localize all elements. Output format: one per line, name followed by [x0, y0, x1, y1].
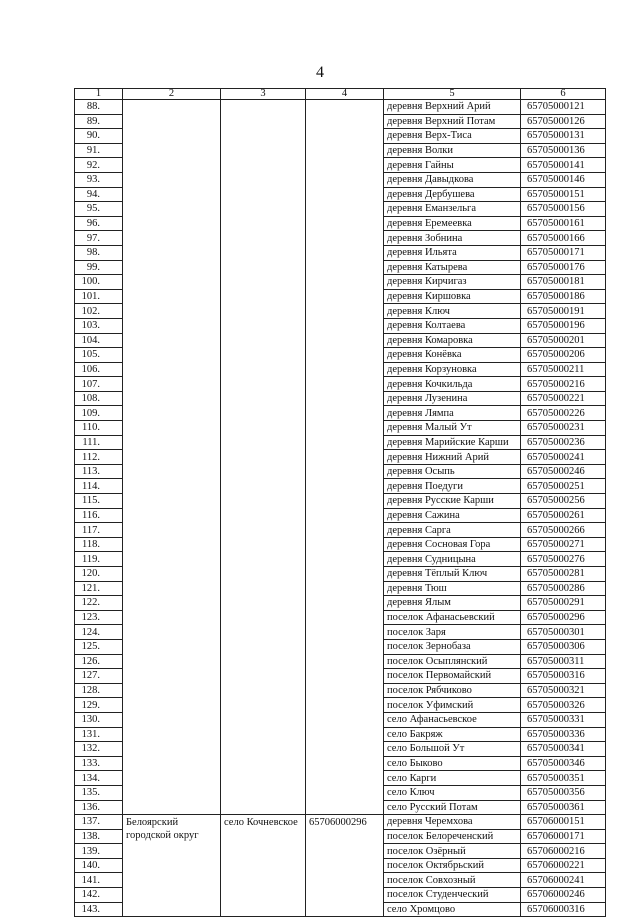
row-number-cell	[75, 829, 123, 844]
settlement-name: деревня Лузенина	[384, 391, 521, 406]
settlement-code: 65705000271	[521, 537, 606, 552]
row-number: 125.	[81, 641, 100, 653]
row-number: 121.	[81, 582, 100, 594]
row-number: 112.	[82, 451, 100, 463]
settlement-code: 65706000246	[521, 888, 606, 903]
settlement-name: село Большой Ут	[384, 742, 521, 757]
row-number: 107.	[81, 378, 100, 390]
settlement-name: поселок Совхозный	[384, 873, 521, 888]
row-number-cell	[75, 567, 123, 582]
row-number: 94.	[86, 188, 100, 200]
row-number-cell	[75, 698, 123, 713]
settlement-name: поселок Осыплянский	[384, 654, 521, 669]
row-number-cell	[75, 639, 123, 654]
row-number-cell	[75, 304, 123, 319]
settlement-code: 65706000221	[521, 858, 606, 873]
row-number: 130.	[81, 714, 100, 726]
row-number-cell	[75, 800, 123, 815]
row-number: 96.	[86, 218, 100, 230]
settlement-name: деревня Верх-Тиса	[384, 129, 521, 144]
settlement-name: деревня Волки	[384, 143, 521, 158]
settlement-name: село Хромцово	[384, 902, 521, 917]
settlement-code: 65705000246	[521, 464, 606, 479]
row-number-cell	[75, 421, 123, 436]
column-header: 5	[384, 89, 521, 100]
row-number-cell	[75, 596, 123, 611]
row-number-cell	[75, 873, 123, 888]
settlement-code: 65705000356	[521, 785, 606, 800]
settlement-name: деревня Осыпь	[384, 464, 521, 479]
settlement-code: 65705000216	[521, 377, 606, 392]
settlement-code: 65705000351	[521, 771, 606, 786]
row-number: 117.	[82, 524, 100, 536]
settlement-code: 65705000226	[521, 406, 606, 421]
row-number-cell	[75, 158, 123, 173]
row-number: 136.	[81, 801, 100, 813]
row-number-cell	[75, 537, 123, 552]
settlement-name: деревня Верхний Арий	[384, 100, 521, 115]
row-number-cell	[75, 114, 123, 129]
settlement-name: деревня Кирчигаз	[384, 275, 521, 290]
settlement-code: 65705000166	[521, 231, 606, 246]
row-number-cell	[75, 100, 123, 115]
row-number: 114.	[82, 480, 100, 492]
settlement-name: деревня Зобнина	[384, 231, 521, 246]
settlement-name: деревня Марийские Карши	[384, 435, 521, 450]
settlement-code: 65705000156	[521, 202, 606, 217]
settlement-code: 65706000316	[521, 902, 606, 917]
row-number-cell	[75, 858, 123, 873]
row-number: 113.	[82, 466, 100, 478]
row-number-cell	[75, 172, 123, 187]
settlement-code: 65705000171	[521, 245, 606, 260]
settlement-code: 65705000236	[521, 435, 606, 450]
row-number-cell	[75, 187, 123, 202]
settlement-name: поселок Уфимский	[384, 698, 521, 713]
settlement-code: 65705000256	[521, 494, 606, 509]
settlement-code: 65705000131	[521, 129, 606, 144]
row-number: 88.	[86, 101, 100, 113]
row-number: 126.	[81, 655, 100, 667]
settlement-name: поселок Рябчиково	[384, 683, 521, 698]
row-number-cell	[75, 377, 123, 392]
row-number: 98.	[86, 247, 100, 259]
settlement-code: 65705000121	[521, 100, 606, 115]
row-number: 92.	[86, 159, 100, 171]
row-number-cell	[75, 275, 123, 290]
row-number-cell	[75, 216, 123, 231]
settlement-name: деревня Тёплый Ключ	[384, 567, 521, 582]
row-number-cell	[75, 362, 123, 377]
settlement-name: село Русский Потам	[384, 800, 521, 815]
settlement-name: село Быково	[384, 756, 521, 771]
settlement-name: деревня Еманзельга	[384, 202, 521, 217]
settlement-code: 65705000126	[521, 114, 606, 129]
settlement-code: 65705000336	[521, 727, 606, 742]
row-number: 137.	[81, 816, 100, 828]
row-number: 122.	[81, 597, 100, 609]
row-number-cell	[75, 669, 123, 684]
row-number: 131.	[81, 728, 100, 740]
settlement-code: 65705000281	[521, 567, 606, 582]
settlement-name: деревня Кочкильда	[384, 377, 521, 392]
settlement-code: 65705000331	[521, 712, 606, 727]
row-number: 108.	[81, 393, 100, 405]
row-number: 133.	[81, 758, 100, 770]
settlement-code: 65705000306	[521, 639, 606, 654]
row-number: 143.	[81, 903, 100, 915]
settlement-name: деревня Корзуновка	[384, 362, 521, 377]
settlement-name: деревня Черемхова	[384, 815, 521, 830]
settlement-code: 65705000291	[521, 596, 606, 611]
row-number: 132.	[81, 743, 100, 755]
settlement-name: поселок Зернобаза	[384, 639, 521, 654]
settlement-name: деревня Ялым	[384, 596, 521, 611]
settlement-name: деревня Катырева	[384, 260, 521, 275]
settlement-name: деревня Гайны	[384, 158, 521, 173]
settlement-code: 65705000181	[521, 275, 606, 290]
settlement-name: поселок Озёрный	[384, 844, 521, 859]
table-row	[75, 100, 606, 115]
row-number: 101.	[81, 291, 100, 303]
settlement-code: 65705000241	[521, 450, 606, 465]
row-number: 128.	[81, 685, 100, 697]
settlement-name: деревня Поедуги	[384, 479, 521, 494]
empty-cell	[123, 100, 221, 815]
row-number: 91.	[86, 145, 100, 157]
row-number: 95.	[86, 203, 100, 215]
row-number-cell	[75, 508, 123, 523]
row-number: 106.	[81, 363, 100, 375]
row-number: 104.	[81, 334, 100, 346]
row-number: 119.	[82, 553, 100, 565]
settlement-name: поселок Студенческий	[384, 888, 521, 903]
row-number: 127.	[81, 670, 100, 682]
row-number-cell	[75, 464, 123, 479]
settlement-code: 65705000316	[521, 669, 606, 684]
settlement-name: деревня Нижний Арий	[384, 450, 521, 465]
row-number-cell	[75, 143, 123, 158]
settlement-code: 65705000221	[521, 391, 606, 406]
settlement-name: поселок Афанасьевский	[384, 610, 521, 625]
row-number-cell	[75, 202, 123, 217]
row-number-cell	[75, 391, 123, 406]
row-number: 90.	[86, 130, 100, 142]
row-number-cell	[75, 260, 123, 275]
settlement-code: 65705000211	[521, 362, 606, 377]
settlement-name: деревня Киршовка	[384, 289, 521, 304]
row-number-cell	[75, 129, 123, 144]
row-number: 111.	[82, 436, 100, 448]
row-number-cell	[75, 406, 123, 421]
row-number-cell	[75, 756, 123, 771]
row-number: 116.	[82, 509, 100, 521]
settlement-code: 65705000141	[521, 158, 606, 173]
column-header: 3	[221, 89, 306, 100]
row-number-cell	[75, 231, 123, 246]
row-number: 140.	[81, 860, 100, 872]
settlement-code: 65705000146	[521, 172, 606, 187]
settlement-name: деревня Тюш	[384, 581, 521, 596]
settlement-center: село Кочневское	[221, 815, 306, 917]
settlement-name: деревня Русские Карши	[384, 494, 521, 509]
settlement-code: 65705000286	[521, 581, 606, 596]
row-number-cell	[75, 348, 123, 363]
settlement-name: село Бакряж	[384, 727, 521, 742]
settlement-code: 65705000341	[521, 742, 606, 757]
settlement-code: 65705000266	[521, 523, 606, 538]
settlement-name: поселок Заря	[384, 625, 521, 640]
row-number-cell	[75, 771, 123, 786]
row-number: 120.	[81, 568, 100, 580]
settlement-name: поселок Белореченский	[384, 829, 521, 844]
settlement-name: село Ключ	[384, 785, 521, 800]
settlement-code: 65705000301	[521, 625, 606, 640]
row-number-cell	[75, 552, 123, 567]
row-number: 115.	[82, 495, 100, 507]
row-number-cell	[75, 479, 123, 494]
empty-cell	[221, 100, 306, 815]
settlement-code: 65705000176	[521, 260, 606, 275]
settlement-name: деревня Лямпа	[384, 406, 521, 421]
row-number-cell	[75, 450, 123, 465]
column-header: 6	[521, 89, 606, 100]
column-header: 2	[123, 89, 221, 100]
row-number-cell	[75, 727, 123, 742]
settlement-name: деревня Конёвка	[384, 348, 521, 363]
settlement-name: поселок Октябрьский	[384, 858, 521, 873]
settlement-code: 65705000201	[521, 333, 606, 348]
settlement-name: деревня Ильята	[384, 245, 521, 260]
settlement-code: 65705000151	[521, 187, 606, 202]
row-number: 118.	[82, 539, 100, 551]
row-number-cell	[75, 245, 123, 260]
district-code: 65706000296	[306, 815, 384, 917]
row-number: 123.	[81, 612, 100, 624]
row-number: 102.	[81, 305, 100, 317]
settlement-code: 65705000231	[521, 421, 606, 436]
settlement-name: деревня Верхний Потам	[384, 114, 521, 129]
row-number: 124.	[81, 626, 100, 638]
settlement-code: 65705000191	[521, 304, 606, 319]
row-number: 109.	[81, 407, 100, 419]
row-number: 105.	[81, 349, 100, 361]
settlement-code: 65705000276	[521, 552, 606, 567]
settlement-name: деревня Судницына	[384, 552, 521, 567]
row-number: 89.	[86, 115, 100, 127]
settlement-code: 65705000251	[521, 479, 606, 494]
settlement-code: 65705000196	[521, 318, 606, 333]
row-number-cell	[75, 435, 123, 450]
settlement-code: 65705000361	[521, 800, 606, 815]
row-number: 134.	[81, 772, 100, 784]
settlement-code: 65705000321	[521, 683, 606, 698]
settlement-code: 65705000311	[521, 654, 606, 669]
row-number: 129.	[81, 699, 100, 711]
header-row	[75, 89, 606, 100]
settlement-code: 65706000171	[521, 829, 606, 844]
row-number: 103.	[81, 320, 100, 332]
settlement-name: село Карги	[384, 771, 521, 786]
row-number-cell	[75, 494, 123, 509]
row-number-cell	[75, 844, 123, 859]
row-number-cell	[75, 712, 123, 727]
row-number-cell	[75, 581, 123, 596]
row-number-cell	[75, 523, 123, 538]
settlement-name: деревня Комаровка	[384, 333, 521, 348]
settlement-code: 65705000206	[521, 348, 606, 363]
row-number: 110.	[82, 422, 100, 434]
empty-cell	[306, 100, 384, 815]
column-header: 4	[306, 89, 384, 100]
settlement-code: 65706000151	[521, 815, 606, 830]
settlement-name: деревня Сажина	[384, 508, 521, 523]
settlement-name: поселок Первомайский	[384, 669, 521, 684]
settlement-name: деревня Колтаева	[384, 318, 521, 333]
row-number-cell	[75, 333, 123, 348]
row-number-cell	[75, 289, 123, 304]
settlement-name: деревня Сосновая Гора	[384, 537, 521, 552]
settlements-table	[74, 88, 606, 917]
settlement-name: деревня Дербушева	[384, 187, 521, 202]
row-number-cell	[75, 888, 123, 903]
settlement-code: 65705000326	[521, 698, 606, 713]
row-number-cell	[75, 815, 123, 830]
row-number: 135.	[81, 787, 100, 799]
row-number-cell	[75, 610, 123, 625]
row-number-cell	[75, 625, 123, 640]
settlement-code: 65705000136	[521, 143, 606, 158]
column-header: 1	[75, 89, 123, 100]
row-number: 97.	[86, 232, 100, 244]
settlement-code: 65706000216	[521, 844, 606, 859]
settlement-name: село Афанасьевское	[384, 712, 521, 727]
row-number-cell	[75, 785, 123, 800]
row-number-cell	[75, 683, 123, 698]
settlement-name: деревня Давыдкова	[384, 172, 521, 187]
row-number: 142.	[81, 889, 100, 901]
row-number-cell	[75, 742, 123, 757]
settlement-code: 65706000241	[521, 873, 606, 888]
row-number: 141.	[81, 874, 100, 886]
settlement-code: 65705000161	[521, 216, 606, 231]
settlement-name: деревня Еремеевка	[384, 216, 521, 231]
row-number: 139.	[81, 845, 100, 857]
settlement-code: 65705000296	[521, 610, 606, 625]
row-number-cell	[75, 318, 123, 333]
row-number: 93.	[86, 174, 100, 186]
settlement-code: 65705000346	[521, 756, 606, 771]
row-number: 138.	[81, 830, 100, 842]
settlement-name: деревня Ключ	[384, 304, 521, 319]
table-row	[75, 815, 606, 830]
settlement-name: деревня Сарга	[384, 523, 521, 538]
page-number: 4	[316, 64, 324, 81]
district-name: Белоярский городской округ	[123, 815, 221, 917]
row-number: 99.	[86, 261, 100, 273]
row-number: 100.	[81, 276, 100, 288]
row-number-cell	[75, 902, 123, 917]
settlement-name: деревня Малый Ут	[384, 421, 521, 436]
settlement-code: 65705000261	[521, 508, 606, 523]
row-number-cell	[75, 654, 123, 669]
settlement-code: 65705000186	[521, 289, 606, 304]
